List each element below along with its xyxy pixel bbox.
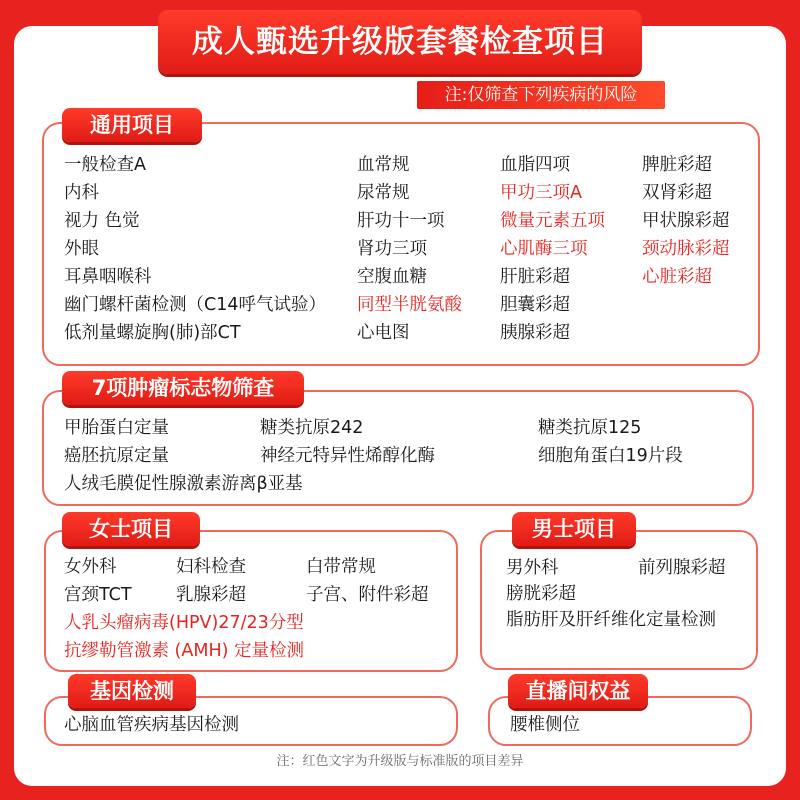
female-section-tag: 女士项目	[62, 512, 200, 546]
general-item: 肝脏彩超	[500, 267, 570, 287]
gene-section-tag: 基因检测	[68, 674, 196, 708]
page-title: 成人甄选升级版套餐检查项目	[158, 10, 642, 74]
general-item: 幽门螺杆菌检测（C14呼气试验）	[64, 295, 326, 315]
general-item-upgrade: 微量元素五项	[500, 211, 605, 231]
general-item-upgrade: 心脏彩超	[642, 267, 712, 287]
general-item: 视力 色觉	[64, 211, 140, 231]
tumor-item: 糖类抗原242	[260, 418, 364, 438]
general-item: 血脂四项	[500, 155, 570, 175]
male-section-tag: 男士项目	[512, 512, 636, 546]
general-item: 胰腺彩超	[500, 323, 570, 343]
female-item: 乳腺彩超	[176, 585, 246, 605]
tumor-item: 甲胎蛋白定量	[64, 418, 169, 438]
tumor-section-tag: 7项肿瘤标志物筛查	[62, 371, 304, 405]
tumor-item: 糖类抗原125	[538, 418, 642, 438]
general-item-upgrade: 甲功三项A	[500, 183, 582, 203]
female-item: 白带常规	[306, 557, 376, 577]
subtitle-note: 注:仅筛查下列疾病的风险	[417, 81, 665, 109]
female-item: 女外科	[64, 557, 117, 577]
female-item-upgrade: 抗缪勒管激素 (AMH) 定量检测	[64, 641, 305, 661]
tumor-item: 神经元特异性烯醇化酶	[260, 446, 435, 466]
general-item: 尿常规	[357, 183, 410, 203]
general-item: 甲状腺彩超	[642, 211, 730, 231]
male-item: 膀胱彩超	[506, 584, 576, 604]
tumor-item: 人绒毛膜促性腺激素游离β亚基	[64, 474, 303, 494]
female-item: 妇科检查	[176, 557, 246, 577]
general-item: 肾功三项	[357, 239, 427, 259]
general-item: 一般检查A	[64, 155, 146, 175]
general-item: 耳鼻咽喉科	[64, 267, 152, 287]
general-item: 肝功十一项	[357, 211, 445, 231]
general-item: 外眼	[64, 239, 99, 259]
general-item: 胆囊彩超	[500, 295, 570, 315]
footer-note: 注：红色文字为升级版与标准版的项目差异	[276, 754, 524, 769]
general-item: 空腹血糖	[357, 267, 427, 287]
live-item: 腰椎侧位	[510, 715, 580, 735]
female-item: 子宫、附件彩超	[306, 585, 429, 605]
tumor-item: 癌胚抗原定量	[64, 446, 169, 466]
gene-item: 心脑血管疾病基因检测	[64, 715, 239, 735]
general-item: 内科	[64, 183, 99, 203]
live-section-tag: 直播间权益	[508, 674, 648, 708]
general-item: 血常规	[357, 155, 410, 175]
female-item-upgrade: 人乳头瘤病毒(HPV)27/23分型	[64, 613, 304, 633]
general-section-tag: 通用项目	[62, 108, 202, 142]
male-item: 脂肪肝及肝纤维化定量检测	[506, 610, 716, 630]
general-item: 低剂量螺旋胸(肺)部CT	[64, 323, 241, 343]
female-item: 宫颈TCT	[64, 585, 132, 605]
general-item: 双肾彩超	[642, 183, 712, 203]
general-item-upgrade: 同型半胱氨酸	[357, 295, 462, 315]
general-item: 心电图	[357, 323, 410, 343]
tumor-item: 细胞角蛋白19片段	[538, 446, 683, 466]
male-item: 男外科	[506, 558, 559, 578]
general-item: 脾脏彩超	[642, 155, 712, 175]
general-item-upgrade: 颈动脉彩超	[642, 239, 730, 259]
general-item-upgrade: 心肌酶三项	[500, 239, 588, 259]
male-item: 前列腺彩超	[638, 558, 726, 578]
